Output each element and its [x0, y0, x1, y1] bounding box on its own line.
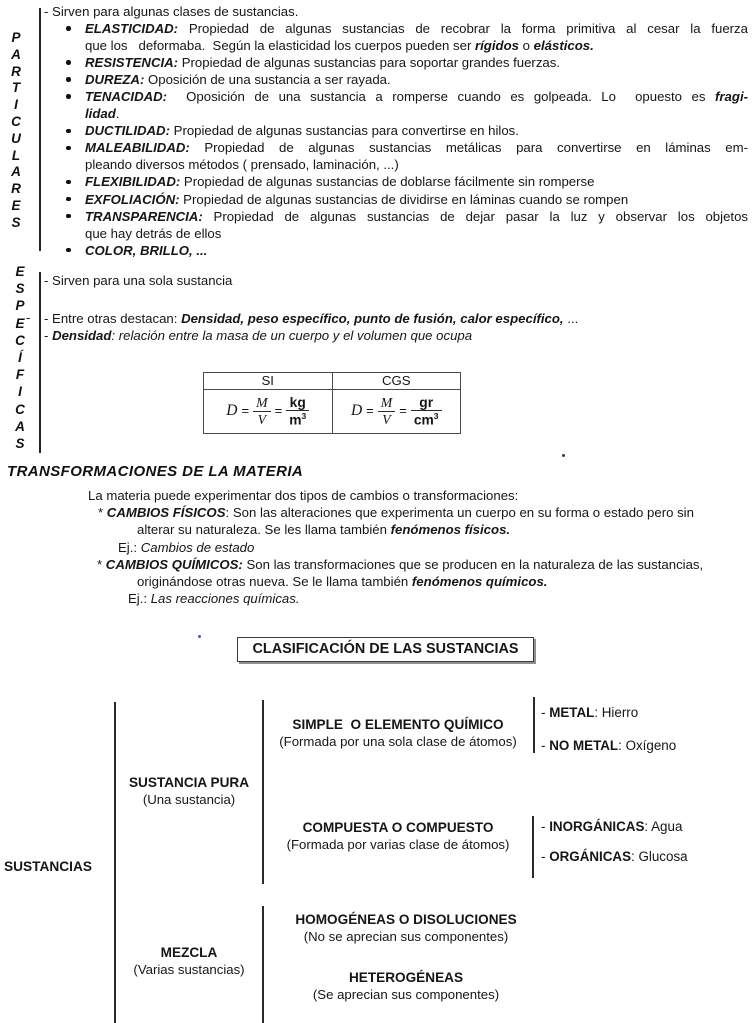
leaf-value: : Oxígeno — [618, 738, 677, 753]
table-formula-row — [204, 390, 461, 434]
text-run: fenómenos químicos. — [411, 573, 548, 589]
section-heading-transformaciones: TRANSFORMACIONES DE LA MATERIA — [7, 463, 304, 480]
text-run: Oposición de una sustancia a romperse cuando es golpeada. Lo opuesto es — [167, 89, 716, 105]
leaf-inorganicas — [541, 818, 682, 835]
text-line — [137, 573, 756, 590]
unit-symbol: cm — [413, 412, 434, 428]
text-line — [85, 191, 756, 208]
column-header-si: SI — [204, 373, 333, 390]
leaf-label: ORGÁNICAS — [549, 849, 632, 864]
text-run: fragi- — [715, 89, 748, 105]
text-run: * — [97, 556, 106, 572]
bullet-item — [44, 139, 756, 173]
text-run: - Sirven para una sola sustancia — [44, 273, 233, 288]
diagram-line-root — [114, 702, 116, 1023]
vertical-letter: A — [11, 164, 21, 180]
text-line — [85, 156, 756, 173]
vertical-letter: E — [11, 197, 21, 213]
text-run: originándose otras nueva. Se le llama también — [137, 573, 412, 589]
section-transformaciones — [0, 487, 756, 607]
vertical-letter: P — [15, 298, 25, 314]
text-run: lidad — [85, 106, 116, 122]
node-subtitle: (Se aprecian sus componentes) — [312, 987, 500, 1002]
density-formula-cgs — [332, 390, 461, 434]
bullet-item — [44, 20, 756, 54]
diagram-line-sustancia-pura — [262, 700, 264, 884]
bracket-line-particulares — [39, 8, 41, 251]
text-run: elásticos. — [533, 38, 594, 54]
node-homogeneas — [278, 911, 534, 945]
leaf-value: : Hierro — [594, 705, 639, 720]
bullet-item — [44, 208, 756, 242]
leaf-prefix: - — [541, 738, 550, 753]
text-line — [85, 105, 756, 122]
fraction-denominator: V — [257, 412, 267, 427]
bracket-tick: - — [26, 310, 31, 325]
text-run: Son las transformaciones que se producen en la naturaleza de las sustancias, — [242, 556, 704, 572]
bullet-item — [44, 191, 756, 208]
text-line — [44, 327, 756, 344]
vertical-letter: U — [11, 130, 21, 146]
text-run: CAMBIOS FÍSICOS — [106, 505, 226, 521]
formula-variable: D — [350, 401, 363, 419]
bullet-item — [44, 54, 756, 71]
text-run: Cambios de estado — [140, 539, 255, 555]
text-run: ELASTICIDAD: — [85, 21, 179, 37]
text-line — [88, 487, 756, 504]
node-title: SUSTANCIA PURA — [128, 775, 250, 790]
text-line — [44, 272, 756, 289]
text-run: rígidos — [475, 38, 519, 54]
leaf-prefix: - — [541, 849, 550, 864]
equals-sign: = — [366, 402, 374, 418]
density-units-table — [203, 372, 461, 434]
text-run: EXFOLIACIÓN: — [85, 191, 180, 207]
text-run: TRANSPARENCIA: — [85, 208, 203, 224]
vertical-letter: I — [14, 97, 18, 113]
text-run: Propiedad de algunas sustancias de dejar pasar la luz y observar los objetos — [202, 208, 748, 224]
leaf-metal — [541, 704, 638, 721]
equals-sign: = — [399, 402, 407, 418]
text-line — [44, 310, 756, 327]
unit-exponent: 3 — [433, 411, 439, 422]
text-line — [85, 122, 756, 139]
node-title: SIMPLE O ELEMENTO QUÍMICO — [292, 717, 504, 732]
text-run: ... — [563, 311, 579, 327]
density-formula-si — [204, 390, 333, 434]
node-title: HETEROGÉNEAS — [348, 970, 464, 985]
fraction-denominator: V — [382, 412, 391, 427]
column-header-cgs: CGS — [332, 373, 461, 390]
diagram-line-simple — [533, 697, 535, 753]
text-run: FLEXIBILIDAD: — [85, 174, 181, 190]
node-heterogeneas — [278, 969, 534, 1003]
formula-variable: D — [226, 401, 238, 419]
text-line — [85, 54, 756, 71]
vertical-letter: C — [15, 332, 25, 348]
fraction-numerator: M — [253, 395, 271, 412]
text-run: que hay detrás de ellos — [85, 225, 222, 241]
leaf-label: NO METAL — [549, 738, 619, 753]
leaf-prefix: - — [541, 705, 550, 720]
text-line — [85, 225, 756, 242]
node-subtitle: (No se aprecian sus componentes) — [303, 929, 509, 944]
unit-fraction — [411, 395, 442, 428]
text-run: Propiedad de algunas sustancias metálicas para convertirse en láminas em- — [189, 140, 748, 156]
mass-volume-fraction — [253, 395, 271, 428]
text-run: Densidad, peso específico, punto de fusión, calor específico, — [181, 311, 564, 327]
text-run: que los deformaba. Según la elasticidad los cuerpos pueden ser — [85, 38, 476, 54]
leaf-label: INORGÁNICAS — [549, 819, 645, 834]
text-run: * — [98, 505, 107, 521]
vertical-letter: S — [15, 435, 25, 451]
text-run: Densidad — [52, 328, 112, 344]
text-line — [85, 173, 756, 190]
vertical-letter: F — [15, 367, 25, 383]
unit-fraction — [286, 395, 309, 428]
unit-numerator: kg — [286, 395, 309, 411]
bullet-item — [44, 242, 756, 259]
vertical-letter: S — [11, 214, 21, 230]
text-run: La materia puede experimentar dos tipos de cambios o transformaciones: — [88, 488, 519, 503]
equals-sign: = — [241, 402, 250, 418]
bracket-line-especificas — [39, 272, 41, 453]
text-run: - Sirven para algunas clases de sustancias. — [44, 4, 299, 19]
leaf-value: : Agua — [644, 819, 683, 834]
node-subtitle: (Una sustancia) — [142, 792, 236, 807]
vertical-letter: E — [15, 264, 25, 279]
text-run: pleando diversos métodos ( prensado, laminación, ...) — [85, 157, 399, 173]
leaf-value: : Glucosa — [631, 849, 688, 864]
bullet-item — [44, 88, 756, 122]
unit-denominator — [411, 411, 442, 428]
node-simple-elemento — [266, 716, 530, 750]
vertical-letter: T — [11, 80, 21, 96]
text-line — [85, 71, 756, 88]
text-line — [98, 504, 756, 521]
vertical-letter: C — [15, 401, 25, 417]
text-line — [128, 590, 756, 607]
vertical-letter: C — [11, 113, 21, 129]
diagram-line-compuesta — [532, 816, 534, 878]
text-line — [85, 208, 748, 225]
unit-exponent: 3 — [301, 411, 307, 422]
text-run: MALEABILIDAD: — [85, 140, 190, 156]
text-run: - — [44, 328, 53, 344]
text-line — [118, 539, 756, 556]
vertical-letter: A — [15, 418, 25, 434]
text-line — [85, 242, 756, 259]
text-run: Las reacciones químicas. — [150, 591, 300, 607]
bullet-item — [44, 173, 756, 190]
node-title: HOMOGÉNEAS O DISOLUCIONES — [295, 912, 517, 927]
unit-symbol: m — [289, 412, 302, 428]
vertical-letter: I — [18, 384, 22, 400]
text-line — [85, 139, 748, 156]
side-label-especificas — [8, 263, 32, 452]
text-line — [97, 556, 756, 573]
text-run: Propiedad de algunas sustancias de doblarse fácilmente sin romperse — [180, 174, 595, 190]
vertical-letter: E — [15, 315, 25, 331]
unit-numerator: gr — [411, 395, 442, 411]
diagram-root-label: SUSTANCIAS — [4, 859, 92, 874]
text-run: Ej.: — [118, 539, 141, 555]
leaf-no-metal — [541, 737, 676, 754]
section-especificas — [44, 272, 756, 344]
node-title: MEZCLA — [160, 945, 218, 960]
vertical-letter: R — [11, 181, 21, 197]
text-run: COLOR, BRILLO, ... — [85, 242, 208, 258]
equals-sign: = — [274, 402, 283, 418]
text-run: TENACIDAD: — [85, 89, 168, 105]
text-run: Oposición de una sustancia a ser rayada. — [144, 72, 391, 88]
vertical-letter: S — [15, 281, 25, 297]
text-run: DUREZA: — [85, 72, 145, 88]
text-line — [137, 521, 756, 538]
vertical-letter: Í — [18, 349, 22, 365]
node-subtitle: (Varias sustancias) — [133, 962, 245, 977]
clasificacion-title-box: CLASIFICACIÓN DE LAS SUSTANCIAS — [237, 637, 534, 662]
vertical-letter: A — [11, 46, 21, 62]
bullet-list — [44, 20, 756, 259]
vertical-letter: R — [11, 63, 21, 79]
bullet-item — [44, 71, 756, 88]
node-compuesta — [266, 819, 530, 853]
leaf-prefix: - — [541, 819, 550, 834]
text-run: : Son las alteraciones que experimenta un cuerpo en su forma o estado pero sin — [225, 505, 694, 521]
diagram-line-mezcla — [262, 906, 264, 1023]
leaf-label: METAL — [549, 705, 595, 720]
mass-volume-fraction — [378, 395, 396, 428]
vertical-letter: L — [11, 147, 21, 163]
node-subtitle: (Formada por varias clase de átomos) — [286, 837, 510, 852]
node-mezcla — [118, 944, 260, 978]
section-particulares — [44, 3, 756, 259]
bullet-item — [44, 122, 756, 139]
text-run: alterar su naturaleza. Se les llama también — [137, 522, 391, 538]
text-line — [85, 20, 748, 37]
text-line — [85, 88, 748, 105]
text-run: fenómenos físicos. — [390, 522, 511, 538]
vertical-letter: P — [11, 30, 21, 45]
text-run: CAMBIOS QUÍMICOS: — [105, 556, 243, 572]
stray-dot — [562, 454, 565, 457]
intro-line — [44, 3, 756, 20]
text-run: RESISTENCIA: — [85, 55, 179, 71]
node-sustancia-pura — [118, 774, 260, 808]
text-run: Propiedad de algunas sustancias de recobrar la forma primitiva al cesar la fuerza — [178, 21, 748, 37]
text-run: o — [518, 38, 534, 54]
table-header-row — [204, 373, 461, 390]
text-line — [85, 37, 756, 54]
node-subtitle: (Formada por una sola clase de átomos) — [279, 734, 517, 749]
leaf-organicas — [541, 848, 688, 865]
node-title: COMPUESTA O COMPUESTO — [302, 820, 494, 835]
text-run: Propiedad de algunas sustancias para convertirse en hilos. — [169, 123, 519, 139]
text-run: . — [115, 106, 120, 122]
text-run: : relación entre la masa de un cuerpo y el volumen que ocupa — [111, 328, 473, 344]
fraction-numerator: M — [378, 395, 396, 412]
unit-denominator — [286, 411, 309, 428]
text-run: Propiedad de algunas sustancias para soportar grandes fuerzas. — [178, 55, 561, 71]
text-run: - Entre otras destacan: — [44, 311, 182, 327]
text-run: Propiedad de algunas sustancias de dividirse en láminas cuando se rompen — [179, 191, 629, 207]
stray-dot — [198, 635, 201, 638]
side-label-particulares — [4, 30, 28, 232]
text-run: Ej.: — [128, 591, 151, 607]
text-run: DUCTILIDAD: — [85, 123, 170, 139]
